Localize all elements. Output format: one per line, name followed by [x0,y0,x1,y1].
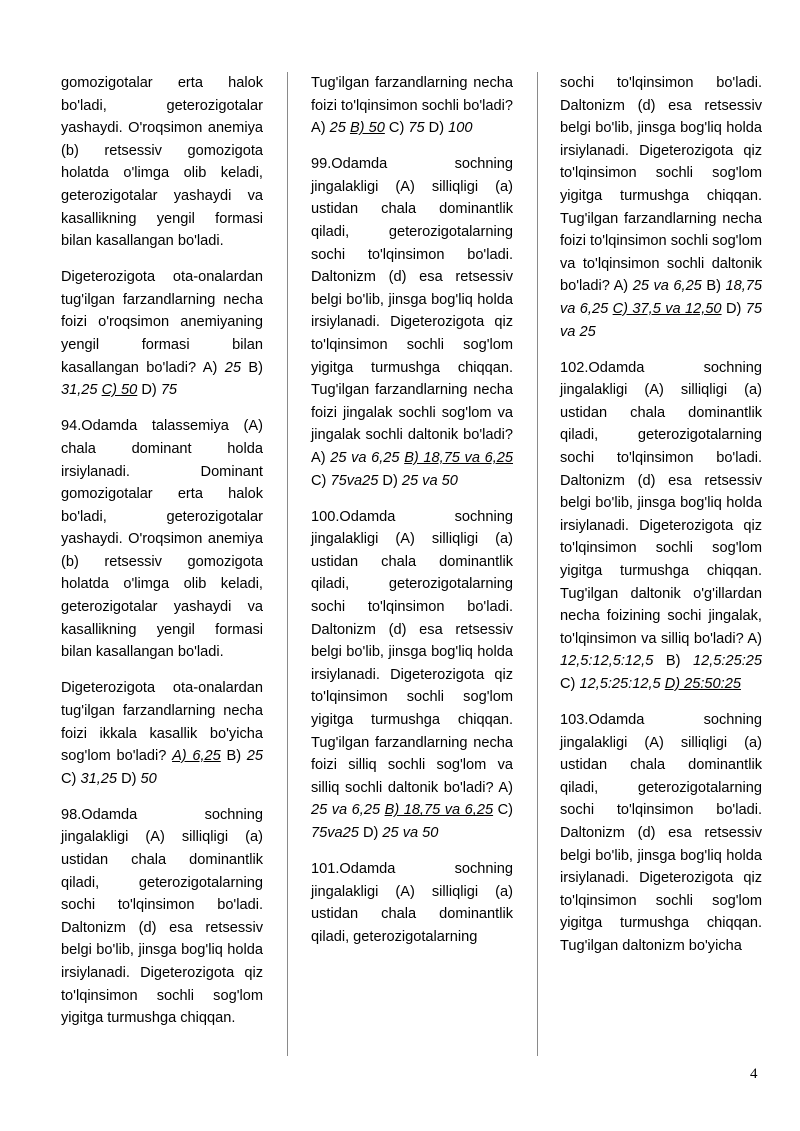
answer-option: 25 [329,120,346,137]
option-letter: B) [665,653,681,670]
question-text: 99.Odamda sochning jingalakligi (A) silliqligi (a) ustidan chala dominantlik qiladi, geterozigotalarning sochi to'lqinsimon bo'ladi. Daltonizm (d) esa retsessiv belgi bo'lib, jinsga bog'liq holda irsiylanadi. Digeterozigota qiz to'lqinsimon sochli sog'lom yigitga turmushga chiqqan. Tug'ilgan farzandlarning necha foizi jingalak sochli sog'lom va jingalak sochli daltonik bo'ladi? [311,156,513,444]
question-text: 98.Odamda sochning jingalakligi (A) silliqligi (a) ustidan chala dominantlik qiladi, geterozigotalarning sochi to'lqinsimon bo'ladi. Daltonizm (d) esa retsessiv belgi bo'lib, jinsga bog'liq holda irsiylanadi. Digeterozigota qiz to'lqinsimon sochli sog'lom yigitga turmushga chiqqan. [61,806,263,1027]
answer-option: 12,5:12,5:12,5 [560,653,654,670]
question-text: 100.Odamda sochning jingalakligi (A) silliqligi (a) ustidan chala dominantlik qiladi, geterozigotalarning sochi to'lqinsimon bo'ladi. Daltonizm (d) esa retsessiv belgi bo'lib, jinsga bog'liq holda irsiylanadi. Digeterozigota qiz to'lqinsimon sochli sog'lom yigitga turmushga chiqqan. Tug'ilgan farzandlarning necha foizi silliq sochli sog'lom va silliq sochli daltonik bo'ladi? [311,508,513,796]
text-column-1 [61,72,263,1043]
correct-answer-option: B) 18,75 va 6,25 [404,450,513,466]
answer-option: 25 va 6,25 [330,450,400,466]
column-divider [537,72,538,1056]
correct-answer-option: C) 37,5 va 12,50 [612,300,722,317]
option-letter: D) [382,472,398,489]
question-paragraph [61,415,263,664]
option-letter: C) [311,472,327,489]
option-letter: D) [362,825,379,841]
answer-option: 12,5:25:12,5 [579,675,661,692]
option-letter: C) [497,802,513,819]
question-text: Tug'ilgan farzandlarning necha foizi to'lqinsimon sochli bo'ladi? [311,75,513,114]
question-text: gomozigotalar erta halok bo'ladi, geterozigotalar yashaydi. O'roqsimon anemiya (b) retsessiv gomozigota holatda o'limga olib keladi, geterozigotalar yashaydi va kasallikning yengil formasi bilan kasallangan bo'ladi. [61,75,263,250]
option-letter: C) [61,770,77,787]
question-paragraph [311,153,513,492]
column-divider [287,72,288,1056]
option-letter: D) [725,300,742,317]
answer-option: 75 [408,120,425,137]
question-text: 102.Odamda sochning jingalakligi (A) silliqligi (a) ustidan chala dominantlik qiladi, geterozigotalarning sochi to'lqinsimon bo'ladi. Daltonizm (d) esa retsessiv belgi bo'lib, jinsga bog'liq holda irsiylanadi. Digeterozigota qiz to'lqinsimon sochli sog'lom yigitga turmushga chiqqan. Tug'ilgan daltonik o'g'illardan necha foizining sochi jingalak, to'lqinsimon va silliq bo'ladi? [560,359,762,647]
option-letter: D) [428,120,445,137]
question-paragraph [560,709,762,958]
question-text: 103.Odamda sochning jingalakligi (A) silliqligi (a) ustidan chala dominantlik qiladi, geterozigotalarning sochi to'lqinsimon bo'ladi. Daltonizm (d) esa retsessiv belgi bo'lib, jinsga bog'liq holda irsiylanadi. Digeterozigota qiz to'lqinsimon sochli sog'lom yigitga turmushga chiqqan. Tug'ilgan daltonizm bo'yicha [560,712,762,954]
option-letter: C) [388,120,405,137]
question-paragraph [61,804,263,1030]
answer-option: 25 [246,748,263,765]
question-paragraph [311,72,513,140]
answer-option: 18,75 va 6,25 [560,278,762,317]
question-paragraph [61,72,263,253]
answer-option: 25 [224,359,241,376]
answer-option: 31,25 [80,770,117,787]
option-letter: A) [311,450,326,466]
answer-option: 75va25 [330,472,379,489]
option-letter: A) [202,359,218,376]
option-letter: A) [613,278,629,295]
answer-option: 75va25 [311,825,359,841]
correct-answer-option: D) 25:50:25 [664,675,741,692]
question-text: 94.Odamda talassemiya (A) chala dominant holda irsiylanadi. Dominant gomozigotalar erta halok bo'ladi, geterozigotalar yashaydi. O'roqsimon anemiya (b) retsessiv gomozigota holatda o'limga olib keladi, geterozigotalar yashaydi va kasallikning yengil formasi bilan kasallangan bo'ladi. [61,418,263,661]
answer-option: 50 [140,770,157,787]
question-paragraph [61,677,263,790]
answer-option: 31,25 [61,382,98,399]
question-text: Digeterozigota ota-onalardan tug'ilgan farzandlarning necha foizi ikkala kasallik bo'yicha sog'lom bo'ladi? [61,680,263,765]
answer-option: 100 [448,120,473,137]
option-letter: A) [747,630,762,647]
option-letter: D) [141,382,157,399]
correct-answer-option: C) 50 [101,382,138,399]
answer-option: 75 [160,382,178,399]
option-letter: B) [706,278,721,295]
option-letter: D) [121,770,137,787]
option-letter: B) [248,359,263,376]
option-letter: C) [560,675,576,692]
question-paragraph [311,506,513,845]
answer-option: 25 va 50 [401,472,458,489]
answer-option: 25 va 6,25 [632,278,702,295]
answer-option: 75 va 25 [560,300,763,340]
option-letter: A) [311,120,326,137]
question-text: sochi to'lqinsimon bo'ladi. Daltonizm (d) esa retsessiv belgi bo'lib, jinsga bog'liq holda irsiylanadi. Digeterozigota qiz to'lqinsimon sochli sog'lom yigitga turmushga chiqqan. Tug'ilgan farzandlarning necha foizi to'lqinsimon sochli sog'lom va to'lqinsimon sochli daltonik bo'ladi? [560,75,762,295]
question-paragraph [560,357,762,696]
answer-option: 25 va 6,25 [311,802,381,819]
option-letter: B) [226,748,242,765]
text-column-2 [311,72,513,962]
correct-answer-option: B) 50 [349,120,385,137]
question-paragraph [560,72,762,343]
correct-answer-option: A) 6,25 [172,748,221,765]
question-text: Digeterozigota ota-onalardan tug'ilgan farzandlarning necha foizi o'roqsimon anemiyaning yengil formasi bilan kasallangan bo'ladi? [61,269,263,376]
text-column-3 [560,72,762,971]
question-text: 101.Odamda sochning jingalakligi (A) silliqligi (a) ustidan chala dominantlik qiladi, geterozigotalarning [311,861,513,945]
answer-option: 25 va 50 [382,825,439,841]
answer-option: 12,5:25:25 [693,653,762,670]
question-paragraph [61,266,263,402]
option-letter: A) [498,779,514,796]
page-number: 4 [750,1066,758,1082]
correct-answer-option: B) 18,75 va 6,25 [384,802,494,819]
question-paragraph [311,858,513,948]
